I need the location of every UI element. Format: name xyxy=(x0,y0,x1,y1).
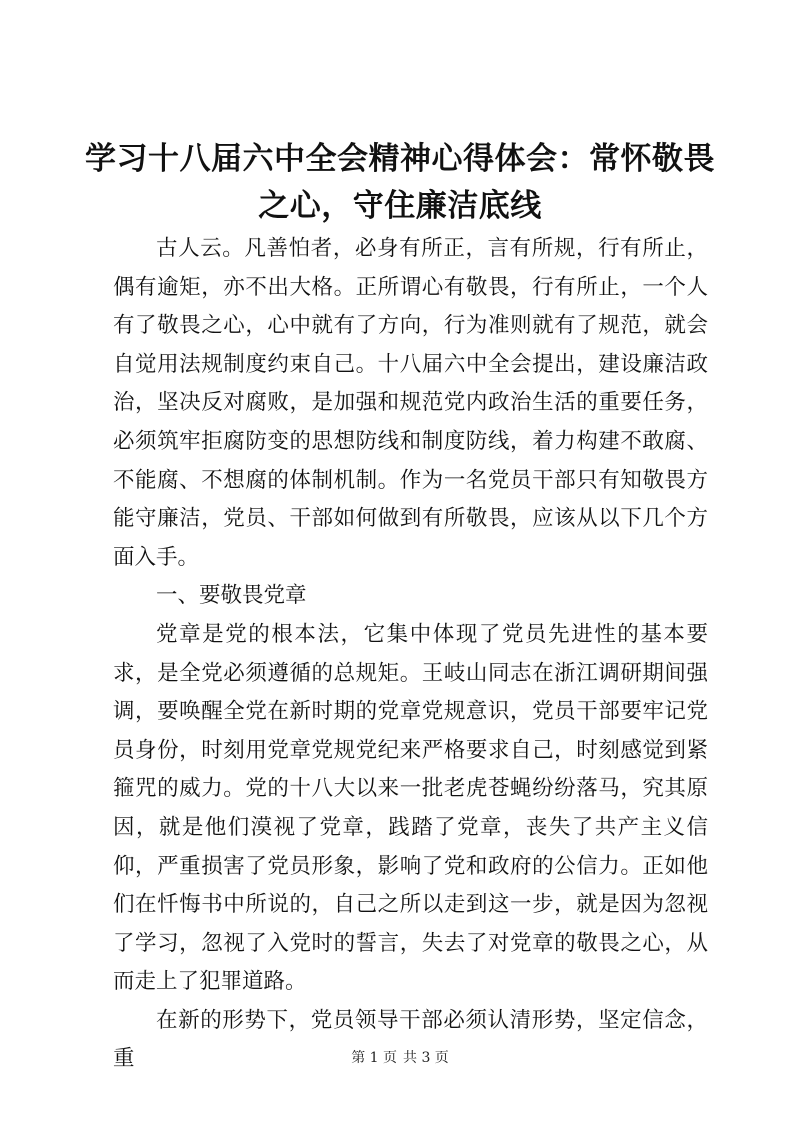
page-total: 共 3 页 xyxy=(403,1050,449,1066)
section-heading-party-constitution: 一、要敬畏党章 xyxy=(156,583,307,609)
paragraph-new-situation: 在新的形势下，党员领导干部必须认清形势，坚定信念，重 xyxy=(113,1007,708,1072)
title-line-2: 之心，守住廉洁底线 xyxy=(258,188,542,224)
paragraph-party-constitution: 党章是党的根本法，它集中体现了党员先进性的基本要求，是全党必须遵循的总规矩。王岐山同志在浙江调研期间强调，要唤醒全党在新时期的党章党规意识，党员干部要牢记党员身份，时刻用党章党规党纪来严格要求自己，时刻感觉到紧箍咒的威力。党的十八大以来一批老虎苍蝇纷纷落马，究其原因，就是他们漠视了党章，践踏了党章，丧失了共产主义信仰，严重损害了党员形象，影响了党和政府的公信力。正如他们在忏悔书中所说的，自己之所以走到这一步，就是因为忽视了学习，忽视了入党时的誓言，失去了对党章的敬畏之心，从而走上了犯罪道路。 xyxy=(113,621,708,995)
document-title xyxy=(80,136,720,230)
document-body xyxy=(113,230,708,1079)
page-number: 第 1 页 xyxy=(351,1050,397,1066)
paragraph-intro: 古人云。凡善怕者，必身有所正，言有所规，行有所止，偶有逾矩，亦不出大格。正所谓心有敬畏，行有所止，一个人有了敬畏之心，心中就有了方向，行为准则就有了规范，就会自觉用法规制度约束自己。十八届六中全会提出，建设廉洁政治，坚决反对腐败，是加强和规范党内政治生活的重要任务，必须筑牢拒腐防变的思想防线和制度防线，着力构建不敢腐、不能腐、不想腐的体制机制。作为一名党员干部只有知敬畏方能守廉洁，党员、干部如何做到有所敬畏，应该从以下几个方面入手。 xyxy=(113,236,708,570)
page-footer xyxy=(0,1049,800,1067)
title-line-1: 学习十八届六中全会精神心得体会：常怀敬畏 xyxy=(85,141,715,177)
